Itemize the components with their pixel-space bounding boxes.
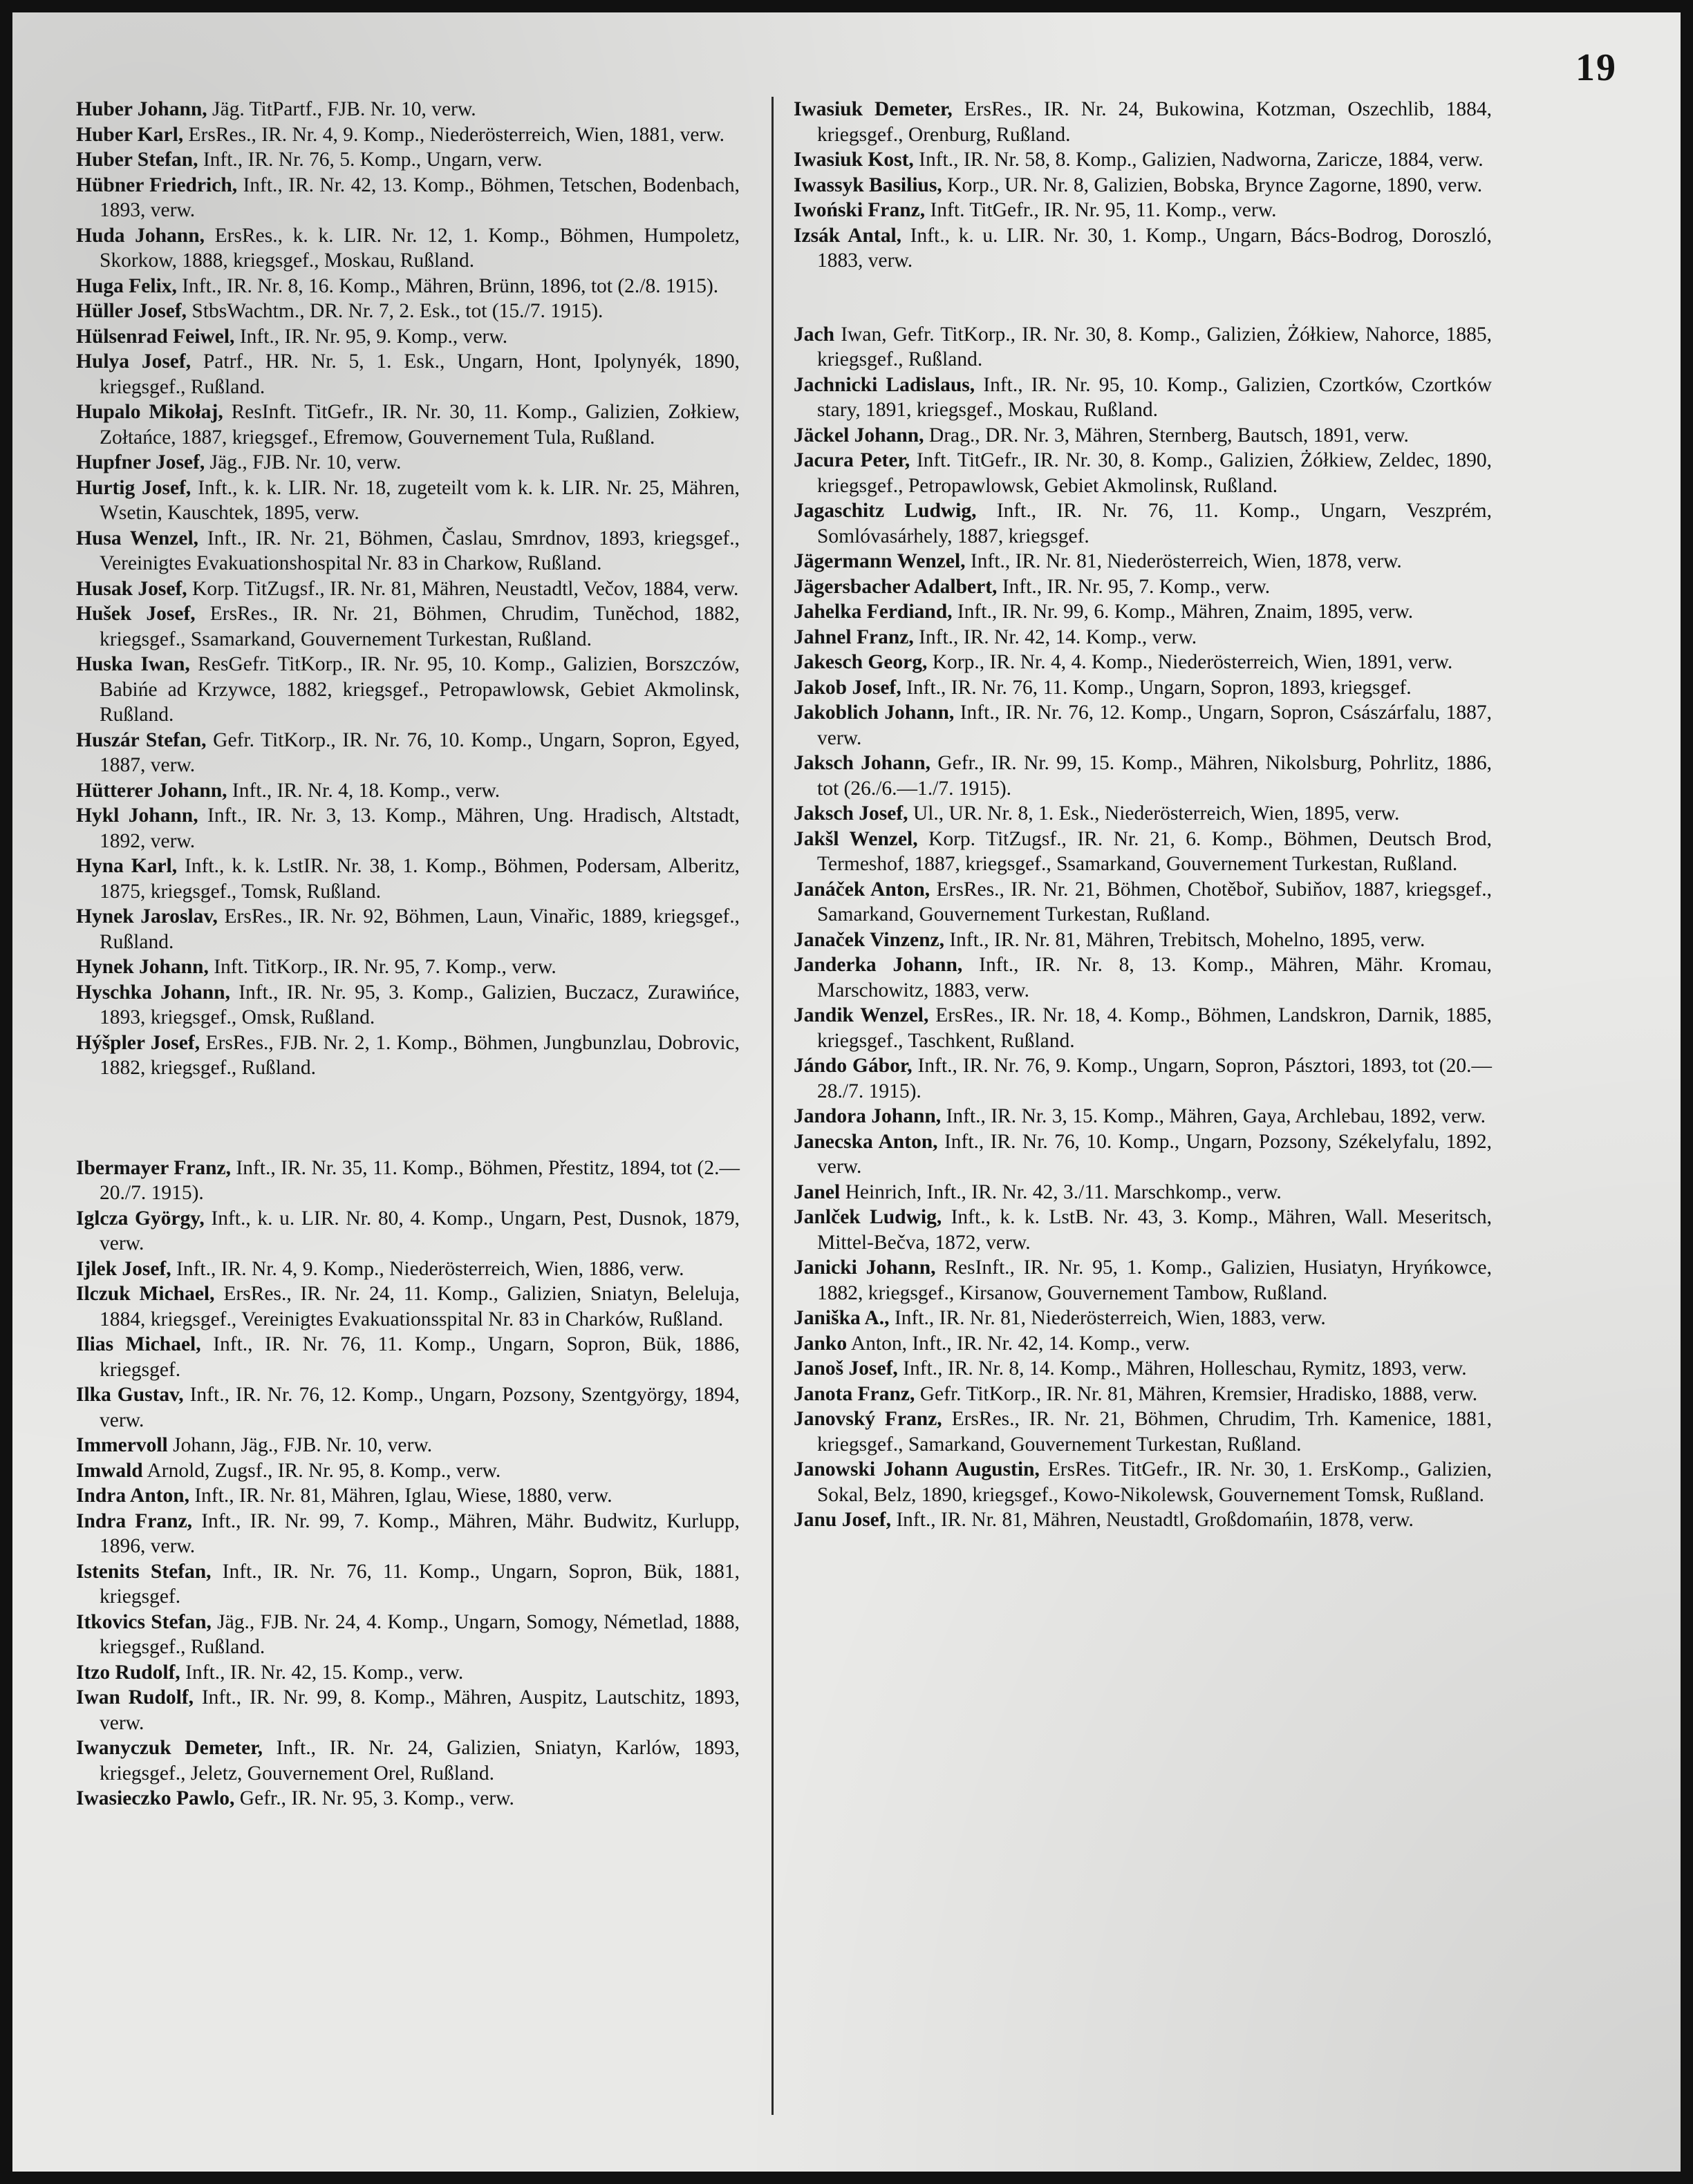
entry-details: Inft., IR. Nr. 3, 15. Komp., Mähren, Gaya, Archlebau, 1892, verw.	[941, 1105, 1486, 1127]
entry-details: Inft. TitGefr., IR. Nr. 95, 11. Komp., verw.	[925, 199, 1277, 221]
entry	[76, 274, 740, 299]
entry-name: Indra Franz,	[76, 1509, 193, 1532]
entry-details: Inft., IR. Nr. 42, 13. Komp., Böhmen, Tetschen, Bodenbach, 1893, verw.	[100, 173, 740, 221]
entry-details: Jäg., FJB. Nr. 10, verw.	[205, 451, 402, 473]
entry-details: Inft., IR. Nr. 99, 7. Komp., Mähren, Mähr. Budwitz, Kurlupp, 1896, verw.	[100, 1509, 740, 1557]
entry	[794, 952, 1492, 1003]
entry-details: Inft., IR. Nr. 95, 7. Komp., verw.	[997, 575, 1271, 598]
entry-name: Istenits Stefan,	[76, 1560, 212, 1583]
entry	[794, 198, 1492, 223]
entry-details: Inft., IR. Nr. 76, 11. Komp., Ungarn, Sopron, Bük, 1886, kriegsgef.	[100, 1333, 740, 1381]
entry	[76, 1483, 740, 1509]
entry	[794, 373, 1492, 423]
entry-name: Jándo Gábor,	[794, 1055, 913, 1077]
entry-name: Janicki Johann,	[794, 1256, 936, 1279]
entry-name: Janlček Ludwig,	[794, 1206, 942, 1228]
entry	[794, 1356, 1492, 1382]
section-gap	[76, 1081, 740, 1156]
entry-details: Inft., IR. Nr. 81, Mähren, Neustadtl, Großdomańin, 1878, verw.	[890, 1509, 1414, 1531]
entry	[794, 1507, 1492, 1533]
entry-name: Jägermann Wenzel,	[794, 550, 966, 572]
entry	[794, 650, 1492, 675]
entry-name: Iwasiuk Demeter,	[794, 98, 953, 120]
entry	[794, 173, 1492, 198]
entry-name: Itzo Rudolf,	[76, 1661, 180, 1684]
entry	[76, 1786, 740, 1811]
section-gap	[794, 274, 1492, 322]
entry	[76, 122, 740, 148]
entry-name: Jakoblich Johann,	[794, 702, 955, 724]
entry	[76, 1030, 740, 1081]
entry-name: Janovský Franz,	[794, 1408, 942, 1430]
entry	[794, 423, 1492, 449]
entry-details: Ul., UR. Nr. 8, 1. Esk., Niederösterreich, Wien, 1895, verw.	[908, 802, 1400, 825]
entries-i-continued-list	[794, 97, 1492, 274]
entry-name: Huga Felix,	[76, 274, 177, 297]
entry-details: Inft. TitKorp., IR. Nr. 95, 7. Komp., verw.	[208, 956, 556, 978]
entry	[794, 1180, 1492, 1205]
entry-details: Inft., IR. Nr. 81, Niederösterreich, Wien, 1883, verw.	[889, 1307, 1326, 1329]
entry	[76, 728, 740, 778]
entry	[76, 1735, 740, 1786]
entry	[794, 877, 1492, 928]
entry	[794, 448, 1492, 498]
entry	[794, 1382, 1492, 1407]
entry	[794, 574, 1492, 600]
entry-details: Inft., IR. Nr. 76, 10. Komp., Ungarn, Pozsony, Székelyfalu, 1892, verw.	[817, 1130, 1492, 1178]
entry-name: Hušek Josef,	[76, 603, 196, 625]
entry-name: Janoš Josef,	[794, 1357, 898, 1380]
entry-name: Jäckel Johann,	[794, 424, 924, 446]
entry-name: Hykl Johann,	[76, 804, 198, 827]
entry-details: Inft., IR. Nr. 76, 5. Komp., Ungarn, verw.	[198, 149, 543, 171]
entry	[76, 399, 740, 450]
entry-name: Ilias Michael,	[76, 1333, 201, 1355]
entry-name: Huda Johann,	[76, 224, 205, 247]
entry	[76, 576, 740, 602]
entry	[76, 1382, 740, 1433]
entry-name: Iglcza György,	[76, 1207, 205, 1230]
entry-name: Hütterer Johann,	[76, 779, 227, 802]
entry-details: Inft., IR. Nr. 81, Mähren, Trebitsch, Mohelno, 1895, verw.	[944, 928, 1425, 951]
entry-details: ErsRes., IR. Nr. 21, Böhmen, Chotěboř, Subiňov, 1887, kriegsgef., Samarkand, Gouvernement Turkestan, Rußland.	[817, 878, 1492, 925]
entry-details: ErsRes., FJB. Nr. 2, 1. Komp., Böhmen, Jungbunzlau, Dobrovic, 1882, kriegsgef., Rußland.	[100, 1031, 740, 1079]
entry	[76, 450, 740, 476]
entry-details: ErsRes., k. k. LIR. Nr. 12, 1. Komp., Böhmen, Humpoletz, Skorkow, 1888, kriegsgef., Moskau, Rußland.	[100, 224, 740, 272]
entry-details: Korp., IR. Nr. 4, 4. Komp., Niederösterreich, Wien, 1891, verw.	[927, 651, 1453, 673]
entry-name: Hülsenrad Feiwel,	[76, 325, 235, 348]
entry	[76, 803, 740, 854]
entry	[76, 173, 740, 223]
entry-name: Iwoński Franz,	[794, 199, 926, 221]
entry-name: Ibermayer Franz,	[76, 1156, 231, 1179]
entry-details: Inft., k. k. LstIR. Nr. 38, 1. Komp., Böhmen, Podersam, Alberitz, 1875, kriegsgef., Tomsk, Rußland.	[100, 855, 740, 903]
entry-name: Iwan Rudolf,	[76, 1686, 194, 1708]
entry-details: Inft., IR. Nr. 35, 11. Komp., Böhmen, Přestitz, 1894, tot (2.—20./7. 1915).	[100, 1156, 740, 1204]
entry	[794, 675, 1492, 701]
entry-details: Inft., IR. Nr. 8, 14. Komp., Mähren, Holleschau, Rymitz, 1893, verw.	[897, 1357, 1467, 1380]
entry-details: Gefr., IR. Nr. 95, 3. Komp., verw.	[234, 1787, 514, 1809]
entry	[76, 1433, 740, 1458]
entry-name: Hyschka Johann,	[76, 981, 230, 1004]
page-number: 19	[1575, 46, 1617, 89]
entry	[76, 652, 740, 728]
entry	[76, 1332, 740, 1382]
entry	[794, 928, 1492, 953]
entry	[76, 299, 740, 324]
entry-details: Anton, Inft., IR. Nr. 42, 14. Komp., verw.	[847, 1332, 1190, 1355]
entry-details: ErsRes., IR. Nr. 18, 4. Komp., Böhmen, Landskron, Darnik, 1885, kriegsgef., Taschkent, Rußland.	[817, 1004, 1493, 1052]
entry	[76, 97, 740, 122]
column-divider	[771, 97, 774, 2115]
entry	[76, 954, 740, 980]
entry-name: Hynek Johann,	[76, 956, 209, 978]
entry-details: Inft., IR. Nr. 4, 18. Komp., verw.	[227, 779, 501, 802]
entry-name: Iwassyk Basilius,	[794, 173, 942, 196]
entry-name: Jakšl Wenzel,	[794, 827, 918, 850]
entry-name: Jacura Peter,	[794, 449, 910, 471]
entry-name: Jägersbacher Adalbert,	[794, 575, 998, 598]
entry	[794, 322, 1492, 373]
entry-name: Husak Josef,	[76, 577, 187, 600]
entry	[76, 1281, 740, 1332]
entry	[76, 980, 740, 1030]
entry-details: Inft., IR. Nr. 24, Galizien, Sniatyn, Karlów, 1893, kriegsgef., Jeletz, Gouvernement Orel, Rußland.	[100, 1737, 740, 1785]
entry-details: Inft., k. k. LIR. Nr. 18, zugeteilt vom k. k. LIR. Nr. 25, Mähren, Wsetin, Kauschtek, 1895, verw.	[100, 476, 740, 524]
entry-name: Huszár Stefan,	[76, 728, 207, 751]
entry-name: Hynek Jaroslav,	[76, 905, 218, 928]
entry-name: Huber Karl,	[76, 123, 184, 146]
entry	[794, 1306, 1492, 1331]
entry	[794, 498, 1492, 549]
entry-name: Iwasiuk Kost,	[794, 149, 914, 171]
entry-name: Jahelka Ferdiand,	[794, 601, 953, 623]
entry-name: Janiška A.,	[794, 1307, 890, 1329]
entry-name: Jandik Wenzel,	[794, 1004, 929, 1026]
entry-details: ErsRes., IR. Nr. 92, Böhmen, Laun, Vinařic, 1889, kriegsgef., Rußland.	[100, 905, 740, 953]
entry	[76, 476, 740, 526]
entry-details: Gefr., IR. Nr. 99, 15. Komp., Mähren, Nikolsburg, Pohrlitz, 1886, tot (26./6.—1./7. 1915).	[817, 752, 1492, 800]
entry	[76, 904, 740, 954]
entry-details: Inft. TitGefr., IR. Nr. 30, 8. Komp., Galizien, Żółkiew, Zeldec, 1890, kriegsgef., Petropawlowsk, Gebiet Akmolinsk, Rußland.	[817, 449, 1492, 497]
entry	[794, 827, 1492, 877]
entry-details: Korp. TitZugsf., IR. Nr. 21, 6. Komp., Böhmen, Deutsch Brod, Termeshof, 1887, kriegsgef., Ssamarkand, Gouvernement Turkestan, Rußland.	[817, 827, 1492, 875]
entry-name: Jachnicki Ladislaus,	[794, 373, 975, 396]
entry	[76, 147, 740, 173]
entry	[76, 526, 740, 576]
entry-name: Huska Iwan,	[76, 653, 190, 675]
entry-details: Johann, Jäg., FJB. Nr. 10, verw.	[167, 1434, 433, 1456]
entry-details: Inft., IR. Nr. 95, 9. Komp., verw.	[234, 325, 508, 348]
entry-details: ErsRes. TitGefr., IR. Nr. 30, 1. ErsKomp., Galizien, Sokal, Belz, 1890, kriegsgef., Kowo-Nikolewsk, Gouvernement Tomsk, Rußland.	[817, 1458, 1492, 1506]
entry-details: Inft., IR. Nr. 76, 12. Komp., Ungarn, Pozsony, Szentgyörgy, 1894, verw.	[100, 1384, 740, 1431]
entry	[794, 549, 1492, 574]
entry-details: Gefr. TitKorp., IR. Nr. 76, 10. Komp., Ungarn, Sopron, Egyed, 1887, verw.	[100, 728, 740, 776]
entry-details: Gefr. TitKorp., IR. Nr. 81, Mähren, Kremsier, Hradisko, 1888, verw.	[915, 1382, 1478, 1405]
entry	[794, 801, 1492, 827]
entry-details: ResInft. TitGefr., IR. Nr. 30, 11. Komp., Galizien, Zołkiew, Zołtańce, 1887, kriegsgef., Efremow, Gouvernement Tula, Rußland.	[100, 401, 740, 449]
entry-name: Jakesch Georg,	[794, 651, 928, 673]
entry-name: Husa Wenzel,	[76, 527, 199, 549]
entry	[76, 1458, 740, 1484]
entry	[794, 1331, 1492, 1357]
entry-details: Patrf., HR. Nr. 5, 1. Esk., Ungarn, Hont, Ipolynyék, 1890, kriegsgef., Rußland.	[100, 350, 740, 398]
entry-details: ResGefr. TitKorp., IR. Nr. 95, 10. Komp., Galizien, Borszczów, Babińe ad Krzywce, 1882, kriegsgef., Petropawlowsk, Gebiet Akmolinsk, Rußland.	[100, 653, 740, 726]
page	[12, 12, 1681, 2172]
entry-name: Jagaschitz Ludwig,	[794, 500, 977, 522]
entry	[794, 1104, 1492, 1129]
entry-name: Janowski Johann Augustin,	[794, 1458, 1040, 1480]
entry-details: Inft., IR. Nr. 3, 13. Komp., Mähren, Ung. Hradisch, Altstadt, 1892, verw.	[100, 804, 740, 852]
entry-name: Hupfner Josef,	[76, 451, 205, 473]
entry-details: Inft., IR. Nr. 8, 13. Komp., Mähren, Mähr. Kromau, Marschowitz, 1883, verw.	[817, 954, 1492, 1001]
entry-name: Janota Franz,	[794, 1382, 915, 1405]
entry-name: Janáček Anton,	[794, 878, 930, 901]
entry	[76, 1559, 740, 1610]
entry	[794, 625, 1492, 650]
entry	[794, 599, 1492, 625]
entry-name: Hulya Josef,	[76, 350, 191, 373]
entry-details: Inft., k. u. LIR. Nr. 30, 1. Komp., Ungarn, Bács-Bodrog, Doroszló, 1883, verw.	[817, 224, 1492, 272]
entry-details: Inft., IR. Nr. 81, Mähren, Iglau, Wiese, 1880, verw.	[189, 1485, 612, 1507]
entry	[794, 223, 1492, 274]
entry	[76, 1685, 740, 1735]
entry	[794, 1406, 1492, 1457]
entry-details: ErsRes., IR. Nr. 4, 9. Komp., Niederösterreich, Wien, 1881, verw.	[183, 123, 725, 146]
entry	[76, 1610, 740, 1660]
entry-name: Janderka Johann,	[794, 954, 963, 976]
entry-details: Inft., k. u. LIR. Nr. 80, 4. Komp., Ungarn, Pest, Dusnok, 1879, verw.	[100, 1207, 740, 1254]
entry-name: Immervoll	[76, 1434, 168, 1456]
entry	[794, 700, 1492, 751]
entry	[76, 854, 740, 904]
entry-details: ErsRes., IR. Nr. 24, Bukowina, Kotzman, Oszechlib, 1884, kriegsgef., Orenburg, Rußland.	[817, 98, 1492, 146]
entry-name: Jahnel Franz,	[794, 625, 914, 648]
entry	[794, 1255, 1492, 1306]
entries-h-list	[76, 97, 740, 1081]
entry-details: Korp. TitZugsf., IR. Nr. 81, Mähren, Neustadtl, Večov, 1884, verw.	[187, 577, 739, 600]
entry-name: Janko	[794, 1332, 848, 1355]
entry	[794, 1129, 1492, 1180]
entry-details: Arnold, Zugsf., IR. Nr. 95, 8. Komp., verw.	[142, 1459, 501, 1482]
entry-details: Heinrich, Inft., IR. Nr. 42, 3./11. Marschkomp., verw.	[840, 1180, 1282, 1203]
entry-name: Indra Anton,	[76, 1485, 189, 1507]
entry-details: Jäg. TitPartf., FJB. Nr. 10, verw.	[207, 98, 476, 120]
entry-name: Jakob Josef,	[794, 676, 901, 699]
entry-details: Inft., IR. Nr. 76, 12. Komp., Ungarn, Sopron, Császárfalu, 1887, verw.	[817, 702, 1492, 749]
entry-name: Janel	[794, 1180, 841, 1203]
entry	[76, 349, 740, 399]
entry-details: Inft., IR. Nr. 99, 6. Komp., Mähren, Znaim, 1895, verw.	[952, 601, 1414, 623]
entry-details: Drag., DR. Nr. 3, Mähren, Sternberg, Bautsch, 1891, verw.	[924, 424, 1409, 446]
entry-name: Ijlek Josef,	[76, 1257, 171, 1280]
entry-name: Jaksch Josef,	[794, 802, 908, 825]
entry-name: Jach	[794, 323, 834, 346]
entry-name: Hübner Friedrich,	[76, 173, 238, 196]
entry	[794, 97, 1492, 147]
entry-name: Imwald	[76, 1459, 143, 1482]
entry-name: Ilka Gustav,	[76, 1384, 184, 1406]
entry-name: Hýšpler Josef,	[76, 1031, 200, 1054]
entry	[794, 147, 1492, 173]
entry-name: Jaksch Johann,	[794, 752, 931, 774]
entry	[76, 1509, 740, 1559]
left-column	[76, 97, 740, 1811]
entry-details: Inft., IR. Nr. 95, 3. Komp., Galizien, Buczacz, Zurawińce, 1893, kriegsgef., Omsk, Rußland.	[100, 981, 740, 1028]
entries-j-list	[794, 322, 1492, 1533]
entry	[76, 1206, 740, 1256]
entry-details: Inft., IR. Nr. 42, 14. Komp., verw.	[913, 625, 1197, 648]
entry-name: Iwanyczuk Demeter,	[76, 1737, 263, 1759]
entry-details: StbsWachtm., DR. Nr. 7, 2. Esk., tot (15./7. 1915).	[187, 300, 604, 322]
entry-details: ErsRes., IR. Nr. 21, Böhmen, Chrudim, Tuněchod, 1882, kriegsgef., Ssamarkand, Gouvernement Turkestan, Rußland.	[100, 603, 740, 650]
entry-details: Inft., IR. Nr. 81, Niederösterreich, Wien, 1878, verw.	[965, 550, 1402, 572]
entry	[76, 1156, 740, 1206]
entry	[794, 1053, 1492, 1104]
entry-name: Izsák Antal,	[794, 224, 902, 247]
entry-name: Huber Johann,	[76, 98, 207, 120]
entry-name: Hurtig Josef,	[76, 476, 191, 499]
entry-details: Inft., IR. Nr. 8, 16. Komp., Mähren, Brünn, 1896, tot (2./8. 1915).	[176, 274, 719, 297]
entry	[76, 1256, 740, 1282]
entry-name: Huber Stefan,	[76, 149, 198, 171]
entry-name: Janu Josef,	[794, 1509, 891, 1531]
entry-details: Inft., IR. Nr. 76, 11. Komp., Ungarn, Veszprém, Somlóvasárhely, 1887, kriegsgef.	[817, 500, 1492, 547]
entry	[794, 1457, 1492, 1507]
entry	[76, 601, 740, 652]
entry-name: Ilczuk Michael,	[76, 1283, 215, 1305]
entry	[76, 324, 740, 350]
entry-details: Inft., IR. Nr. 58, 8. Komp., Galizien, Nadworna, Zaricze, 1884, verw.	[913, 149, 1484, 171]
entry-details: Jäg., FJB. Nr. 24, 4. Komp., Ungarn, Somogy, Németlad, 1888, kriegsgef., Rußland.	[100, 1610, 740, 1658]
entry-name: Hupalo Mikołaj,	[76, 401, 223, 423]
entry-name: Jandora Johann,	[794, 1105, 942, 1127]
entry-name: Itkovics Stefan,	[76, 1610, 212, 1633]
entry-details: Inft., IR. Nr. 99, 8. Komp., Mähren, Auspitz, Lautschitz, 1893, verw.	[100, 1686, 740, 1734]
entry-details: Inft., IR. Nr. 95, 10. Komp., Galizien, Czortków, Czortków stary, 1891, kriegsgef., Moskau, Rußland.	[817, 373, 1492, 421]
entry-details: Inft., k. k. LstB. Nr. 43, 3. Komp., Mähren, Wall. Meseritsch, Mittel-Bečva, 1872, verw.	[817, 1206, 1493, 1254]
entry-name: Janaček Vinzenz,	[794, 928, 944, 951]
entry	[76, 1660, 740, 1686]
entry	[76, 778, 740, 804]
entry-details: Inft., IR. Nr. 42, 15. Komp., verw.	[180, 1661, 464, 1684]
entry-name: Janecska Anton,	[794, 1130, 938, 1153]
entry-details: Iwan, Gefr. TitKorp., IR. Nr. 30, 8. Komp., Galizien, Żółkiew, Nahorce, 1885, kriegsgef., Rußland.	[817, 323, 1492, 370]
entries-i-list	[76, 1156, 740, 1811]
entry-details: ResInft., IR. Nr. 95, 1. Komp., Galizien, Husiatyn, Hryńkowce, 1882, kriegsgef., Kirsanow, Gouvernement Tambow, Rußland.	[817, 1256, 1492, 1304]
entry-details: Korp., UR. Nr. 8, Galizien, Bobska, Brynce Zagorne, 1890, verw.	[942, 173, 1483, 196]
entry-name: Hüller Josef,	[76, 300, 187, 322]
entry	[794, 1003, 1492, 1053]
entry	[794, 1205, 1492, 1255]
entry-details: Inft., IR. Nr. 76, 9. Komp., Ungarn, Sopron, Pásztori, 1893, tot (20.—28./7. 1915).	[817, 1055, 1492, 1102]
entry-details: ErsRes., IR. Nr. 24, 11. Komp., Galizien, Sniatyn, Beleluja, 1884, kriegsgef., Vereinigtes Evakuationsspital Nr. 83 in Charków, Rußland.	[100, 1283, 740, 1330]
entry-details: Inft., IR. Nr. 21, Böhmen, Časlau, Smrdnov, 1893, kriegsgef., Vereinigtes Evakuationshospital Nr. 83 in Charkow, Rußland.	[100, 527, 740, 574]
entry-details: Inft., IR. Nr. 4, 9. Komp., Niederösterreich, Wien, 1886, verw.	[171, 1257, 684, 1280]
entry-details: Inft., IR. Nr. 76, 11. Komp., Ungarn, Sopron, 1893, kriegsgef.	[901, 676, 1412, 699]
entry	[76, 223, 740, 274]
entry-details: Inft., IR. Nr. 76, 11. Komp., Ungarn, Sopron, Bük, 1881, kriegsgef.	[100, 1560, 740, 1608]
entry-name: Iwasieczko Pawlo,	[76, 1787, 235, 1809]
entry-name: Hyna Karl,	[76, 855, 178, 877]
right-column	[794, 97, 1492, 1533]
entry	[794, 751, 1492, 801]
entry-details: ErsRes., IR. Nr. 21, Böhmen, Chrudim, Trh. Kamenice, 1881, kriegsgef., Samarkand, Gouvernement Turkestan, Rußland.	[817, 1408, 1492, 1456]
